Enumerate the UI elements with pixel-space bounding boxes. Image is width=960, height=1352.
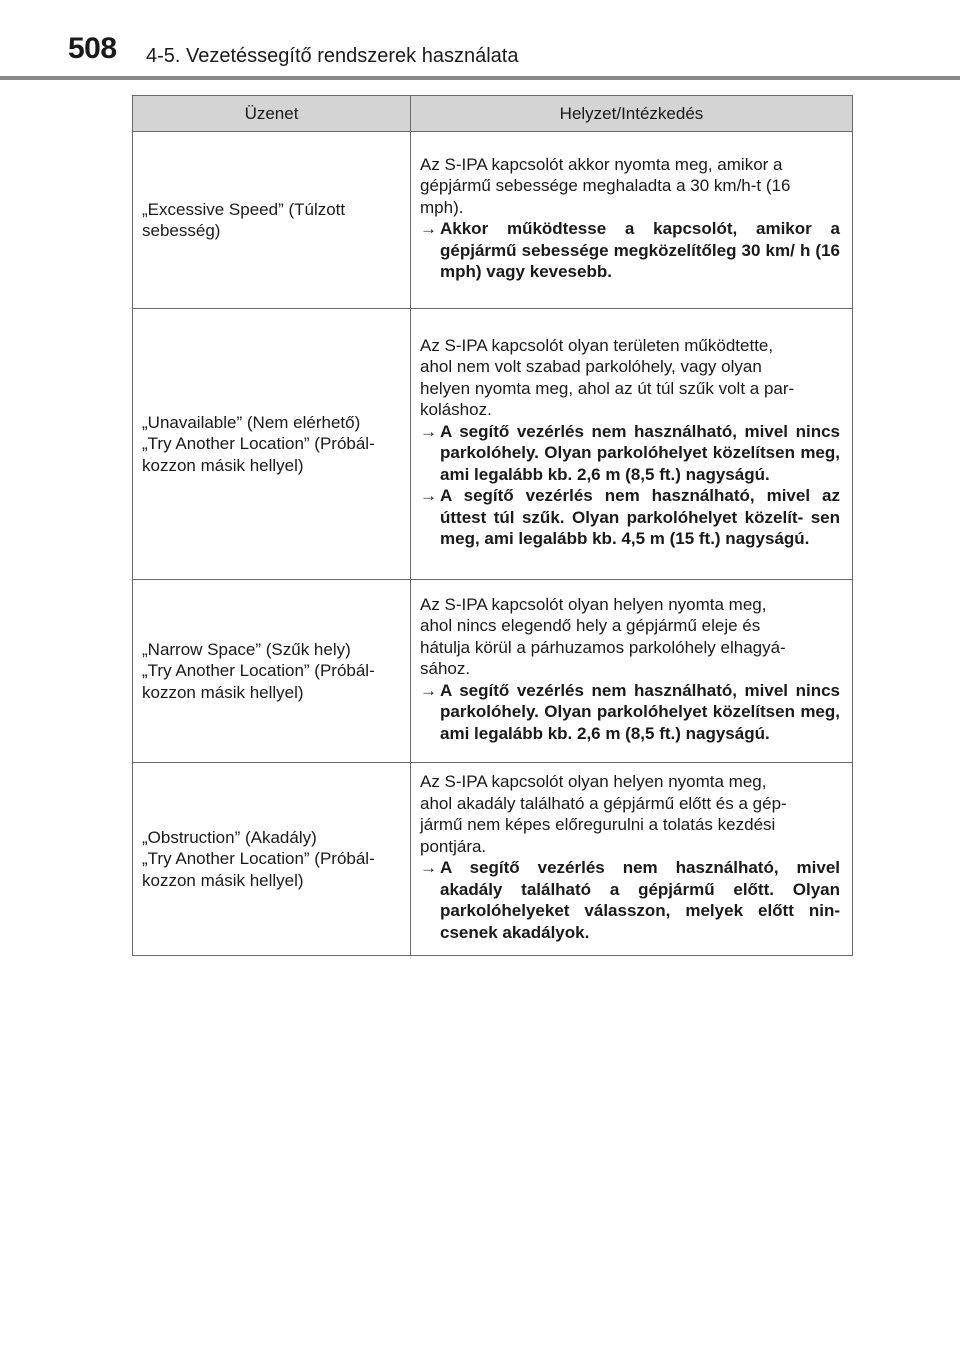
message-line: kozzon másik hellyel) — [142, 870, 304, 890]
message-cell — [133, 132, 411, 309]
situation-line: ahol nem volt szabad parkolóhely, vagy olyan — [420, 357, 762, 376]
message-cell — [133, 763, 411, 956]
message-cell — [133, 580, 411, 763]
situation-line: koláshoz. — [420, 400, 492, 419]
action-text: A segítő vezérlés nem használható, mivel akadály található a gépjármű előtt. Olyan parkolóhelyeket válasszon, melyek előtt nin- csenek akadályok. — [440, 858, 840, 942]
action-text: A segítő vezérlés nem használható, mivel az úttest túl szűk. Olyan parkolóhelyet közelít- sen meg, ami legalább kb. 4,5 m (15 ft.) nagyságú. — [440, 486, 840, 548]
message-line: „Try Another Location” (Próbál- — [142, 661, 375, 681]
message-cell — [133, 309, 411, 580]
header-divider — [0, 76, 960, 80]
arrow-right-icon: → — [420, 680, 437, 700]
message-line: kozzon másik hellyel) — [142, 455, 304, 475]
table-row — [133, 132, 853, 309]
message-line: sebesség) — [142, 221, 221, 240]
table-header-row — [133, 96, 853, 132]
message-line: „Obstruction” (Akadály) — [142, 827, 317, 847]
table-row — [133, 763, 853, 956]
arrow-right-icon: → — [420, 219, 437, 238]
action-item — [420, 218, 840, 283]
situation-line: sához. — [420, 659, 471, 679]
action-item — [420, 421, 840, 486]
arrow-right-icon: → — [420, 858, 437, 877]
situation-line: Az S-IPA kapcsolót olyan helyen nyomta meg, — [420, 772, 767, 791]
message-table — [132, 95, 853, 956]
table-row — [133, 580, 853, 763]
situation-line: gépjármű sebessége meghaladta a 30 km/h-t (16 — [420, 176, 791, 195]
action-item — [420, 485, 840, 550]
situation-line: Az S-IPA kapcsolót akkor nyomta meg, amikor a — [420, 154, 783, 174]
arrow-right-icon: → — [420, 421, 437, 441]
column-header-message: Üzenet — [133, 96, 411, 132]
situation-line: mph). — [420, 197, 464, 217]
column-header-situation: Helyzet/Intézkedés — [411, 96, 853, 132]
situation-cell — [411, 132, 853, 309]
action-text: A segítő vezérlés nem használható, mivel nincs parkolóhely. Olyan parkolóhelyet közelítsen meg, ami legalább kb. 2,6 m (8,5 ft.) nagyságú. — [440, 680, 840, 743]
action-item — [420, 680, 840, 745]
situation-line: pontjára. — [420, 836, 487, 856]
situation-cell — [411, 580, 853, 763]
message-line: „Unavailable” (Nem elérhető) — [142, 412, 361, 432]
situation-line: ahol akadály található a gépjármű előtt és a gép- — [420, 793, 787, 813]
situation-cell — [411, 309, 853, 580]
situation-line: Az S-IPA kapcsolót olyan területen működtette, — [420, 335, 774, 355]
situation-line: hátulja körül a párhuzamos parkolóhely elhagyá- — [420, 637, 786, 657]
action-text: Akkor működtesse a kapcsolót, amikor a gépjármű sebessége megközelítőleg 30 km/ h (16 mph) vagy kevesebb. — [440, 219, 840, 281]
action-item — [420, 857, 840, 943]
message-line: „Try Another Location” (Próbál- — [142, 849, 375, 869]
message-line: „Narrow Space” (Szűk hely) — [142, 639, 351, 659]
situation-line: Az S-IPA kapcsolót olyan helyen nyomta meg, — [420, 594, 767, 614]
message-line: „Excessive Speed” (Túlzott — [142, 199, 346, 219]
section-title: 4-5. Vezetéssegítő rendszerek használata — [146, 45, 519, 67]
arrow-right-icon: → — [420, 486, 437, 505]
table-row — [133, 309, 853, 580]
action-text: A segítő vezérlés nem használható, mivel nincs parkolóhely. Olyan parkolóhelyet közelítsen meg, ami legalább kb. 2,6 m (8,5 ft.) nagyságú. — [440, 421, 840, 484]
message-line: „Try Another Location” (Próbál- — [142, 434, 375, 454]
page-number: 508 — [68, 32, 117, 65]
message-line: kozzon másik hellyel) — [142, 682, 304, 702]
page-header — [0, 0, 960, 82]
situation-line: jármű nem képes előregurulni a tolatás kezdési — [420, 815, 776, 834]
situation-cell — [411, 763, 853, 956]
situation-line: ahol nincs elegendő hely a gépjármű eleje és — [420, 616, 761, 636]
situation-line: helyen nyomta meg, ahol az út túl szűk volt a par- — [420, 378, 795, 398]
